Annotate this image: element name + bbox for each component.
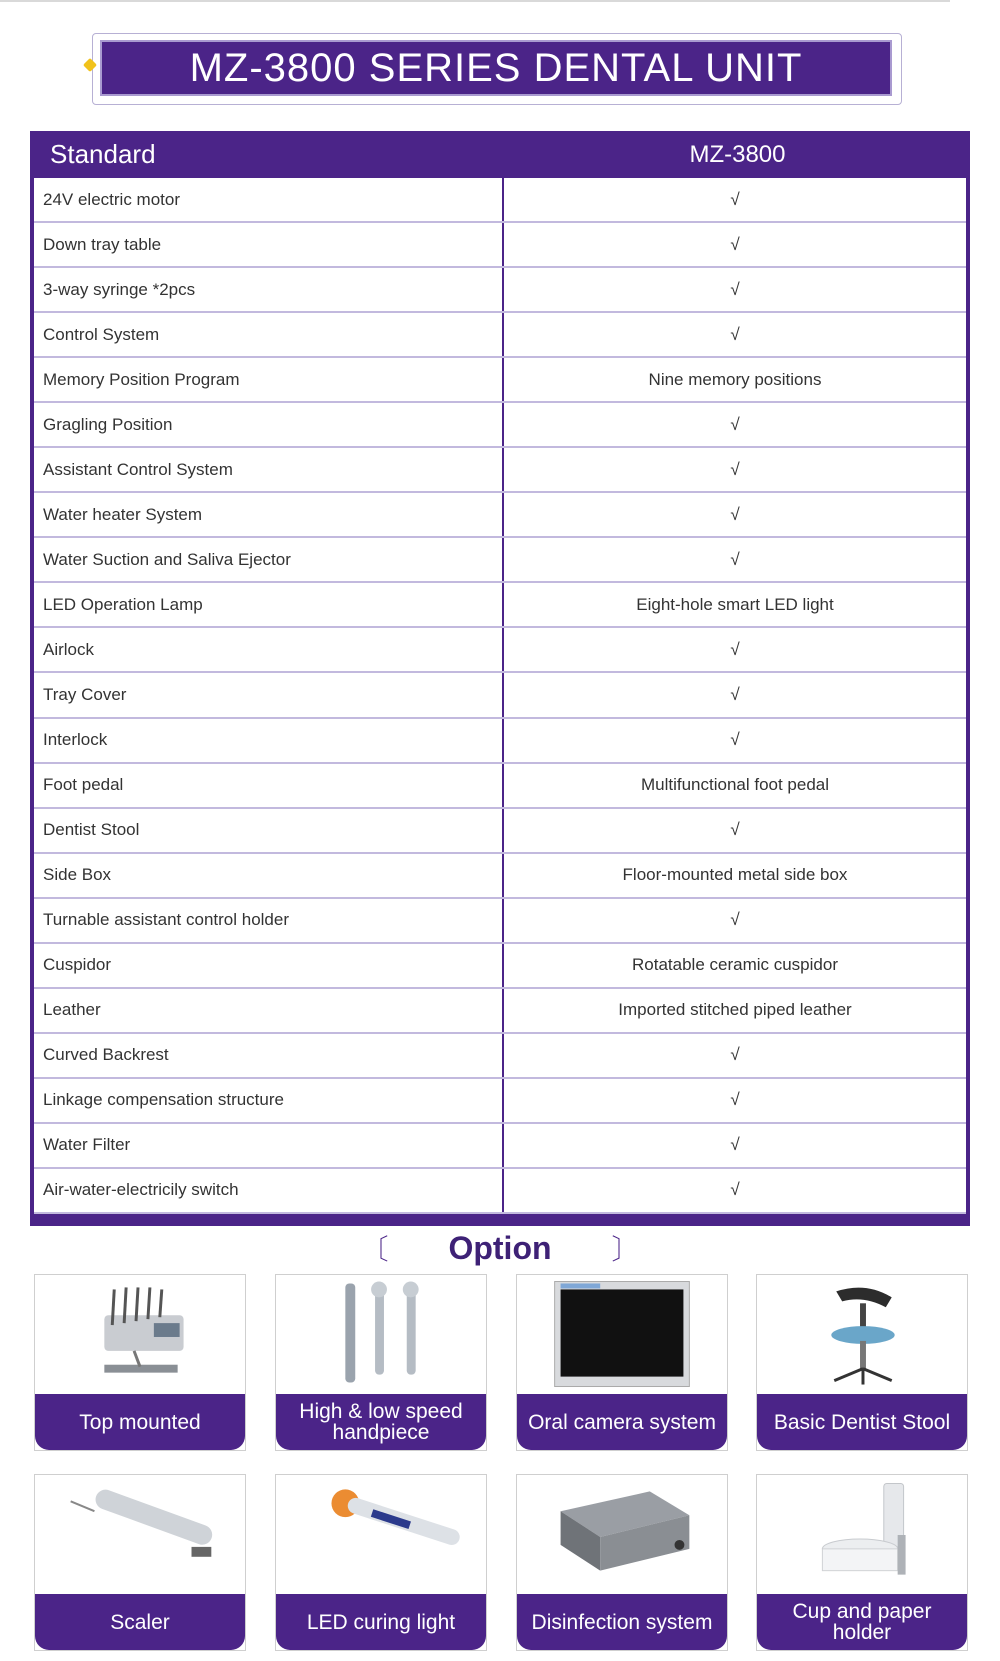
table-row — [34, 1169, 966, 1214]
check-mark-cell: √ — [730, 910, 740, 930]
table-row — [34, 719, 966, 764]
disinfection-box-icon — [517, 1475, 727, 1595]
table-body — [34, 178, 966, 1214]
table-header — [30, 131, 970, 178]
table-row — [34, 223, 966, 268]
feature-cell: Airlock — [34, 628, 504, 671]
table-row — [34, 583, 966, 628]
feature-cell: Foot pedal — [34, 764, 504, 807]
option-heading — [0, 1224, 1000, 1272]
table-row — [34, 628, 966, 673]
cup-holder-icon — [757, 1475, 967, 1595]
feature-cell: 3-way syringe *2pcs — [34, 268, 504, 311]
check-mark-cell: √ — [730, 279, 740, 299]
table-row — [34, 944, 966, 989]
option-label: Cup and paper holder — [757, 1594, 967, 1650]
option-card-disinfection[interactable] — [516, 1474, 728, 1651]
table-row — [34, 809, 966, 854]
value-cell: Floor-mounted metal side box — [622, 865, 848, 885]
header-model: MZ-3800 — [689, 140, 786, 168]
feature-cell: Water Suction and Saliva Ejector — [34, 538, 504, 581]
option-card-scaler[interactable] — [34, 1474, 246, 1651]
table-row — [34, 673, 966, 718]
check-mark-cell: √ — [730, 324, 740, 344]
bracket-left: 〔 — [360, 1234, 389, 1265]
table-row — [34, 1124, 966, 1169]
value-cell: Rotatable ceramic cuspidor — [632, 955, 838, 975]
feature-cell: Leather — [34, 989, 504, 1032]
value-cell: Imported stitched piped leather — [618, 1000, 852, 1020]
check-mark-cell: √ — [730, 730, 740, 750]
option-label: LED curing light — [276, 1594, 486, 1650]
feature-cell: Control System — [34, 313, 504, 356]
option-label: Top mounted — [35, 1394, 245, 1450]
check-mark-cell: √ — [730, 684, 740, 704]
check-mark-cell: √ — [730, 1180, 740, 1200]
feature-cell: Air-water-electricily switch — [34, 1169, 504, 1212]
feature-cell: Curved Backrest — [34, 1034, 504, 1077]
handpiece-icon — [276, 1275, 486, 1395]
check-mark-cell: √ — [730, 1090, 740, 1110]
check-mark-cell: √ — [730, 459, 740, 479]
monitor-icon — [517, 1275, 727, 1395]
table-row — [34, 313, 966, 358]
option-label: Oral camera system — [517, 1394, 727, 1450]
option-title: Option — [448, 1229, 552, 1266]
feature-cell: Water heater System — [34, 493, 504, 536]
check-mark-cell: √ — [730, 820, 740, 840]
table-row — [34, 178, 966, 223]
table-row — [34, 989, 966, 1034]
table-row — [34, 358, 966, 403]
option-label: High & low speed handpiece — [276, 1394, 486, 1450]
banner-stripes — [868, 88, 886, 94]
top-mounted-tray-icon — [35, 1275, 245, 1395]
table-row — [34, 764, 966, 809]
table-row — [34, 493, 966, 538]
check-mark-cell: √ — [730, 1045, 740, 1065]
check-mark-cell: √ — [730, 504, 740, 524]
table-row — [34, 854, 966, 899]
check-mark-cell: √ — [730, 639, 740, 659]
table-row — [34, 448, 966, 493]
curing-light-icon — [276, 1475, 486, 1595]
check-mark-cell: √ — [730, 549, 740, 569]
feature-cell: Turnable assistant control holder — [34, 899, 504, 942]
check-mark-cell: √ — [730, 189, 740, 209]
feature-cell: Linkage compensation structure — [34, 1079, 504, 1122]
option-card-oral-camera[interactable] — [516, 1274, 728, 1451]
feature-cell: LED Operation Lamp — [34, 583, 504, 626]
feature-cell: Gragling Position — [34, 403, 504, 446]
feature-cell: Assistant Control System — [34, 448, 504, 491]
feature-cell: Dentist Stool — [34, 809, 504, 852]
option-card-dentist-stool[interactable] — [756, 1274, 968, 1451]
feature-cell: Side Box — [34, 854, 504, 897]
table-row — [34, 403, 966, 448]
title-banner — [100, 40, 892, 96]
option-label: Disinfection system — [517, 1594, 727, 1650]
feature-cell: Cuspidor — [34, 944, 504, 987]
feature-cell: Down tray table — [34, 223, 504, 266]
option-label: Scaler — [35, 1594, 245, 1650]
header-standard: Standard — [50, 139, 156, 169]
scaler-icon — [35, 1475, 245, 1595]
option-card-cup-holder[interactable] — [756, 1474, 968, 1651]
table-row — [34, 1079, 966, 1124]
option-card-curing-light[interactable] — [275, 1474, 487, 1651]
page-title: MZ-3800 SERIES DENTAL UNIT — [189, 45, 803, 90]
table-row — [34, 538, 966, 583]
check-mark-cell: √ — [730, 1135, 740, 1155]
value-cell: Nine memory positions — [648, 369, 822, 389]
feature-cell: Interlock — [34, 719, 504, 762]
option-card-top-mounted[interactable] — [34, 1274, 246, 1451]
check-mark-cell: √ — [730, 414, 740, 434]
check-mark-cell: √ — [730, 234, 740, 254]
table-row — [34, 1034, 966, 1079]
bracket-right: 〕 — [611, 1234, 640, 1265]
option-card-handpiece[interactable] — [275, 1274, 487, 1451]
feature-cell: Memory Position Program — [34, 358, 504, 401]
top-divider — [0, 0, 950, 2]
stool-icon — [757, 1275, 967, 1395]
option-label: Basic Dentist Stool — [757, 1394, 967, 1450]
spec-table — [30, 131, 970, 1226]
table-row — [34, 268, 966, 313]
feature-cell: 24V electric motor — [34, 178, 504, 221]
feature-cell: Water Filter — [34, 1124, 504, 1167]
value-cell: Multifunctional foot pedal — [640, 775, 830, 795]
feature-cell: Tray Cover — [34, 673, 504, 716]
value-cell: Eight-hole smart LED light — [636, 594, 834, 614]
table-row — [34, 899, 966, 944]
